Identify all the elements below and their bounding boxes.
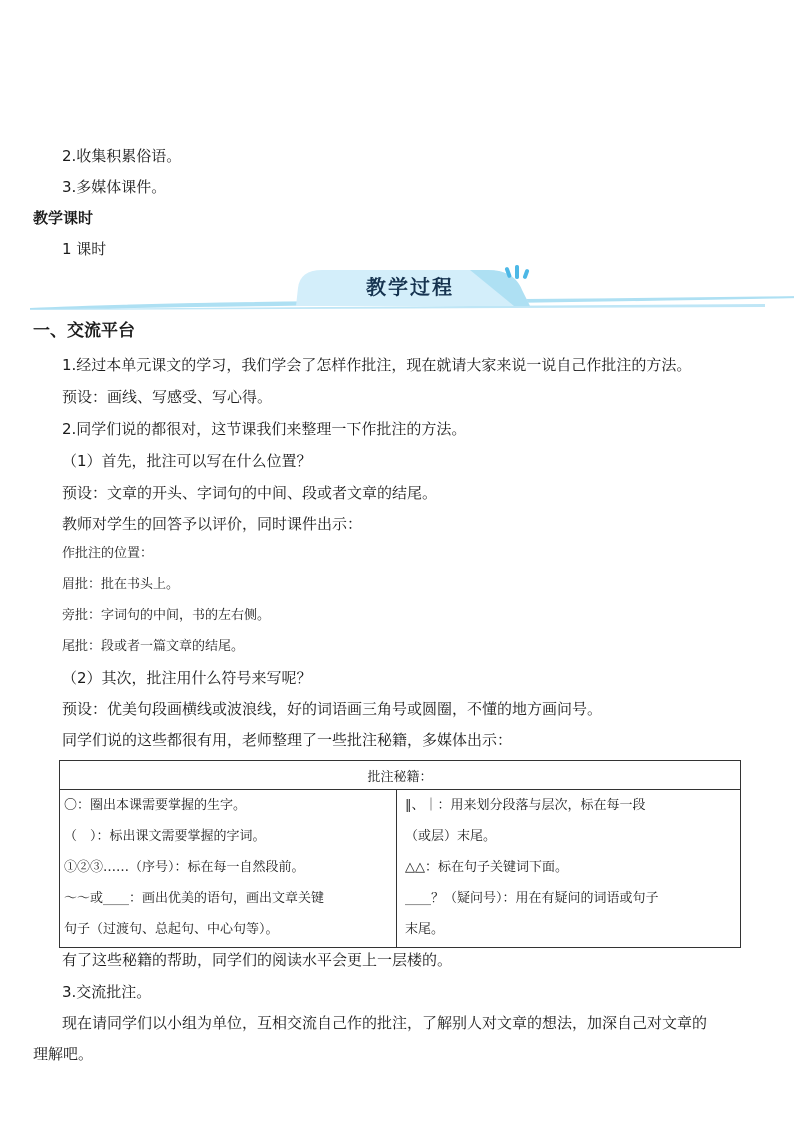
question-1: （1）首先，批注可以写在什么位置？ [62, 452, 312, 470]
paragraph-exchange: 现在请同学们以小组为单位，互相交流自己作的批注，了解别人对文章的想法，加深自己对文章的 [62, 1014, 708, 1032]
section-heading: 一、交流平台 [33, 321, 135, 341]
symbol-rule: △△：标在句子关键词下面。 [405, 860, 568, 875]
symbol-rule: 句子（过渡句、总起句、中心句等）。 [64, 922, 279, 937]
paragraph-2: 2.同学们说的都很对，这节课我们来整理一下作批注的方法。 [62, 420, 467, 438]
symbol-rule: ～～或____：画出优美的语句，画出文章关键 [64, 891, 325, 906]
courseware-line: 旁批：字词句的中间，书的左右侧。 [62, 608, 271, 623]
symbol-rule: （或层）末尾。 [405, 829, 497, 844]
symbol-rule: 末尾。 [405, 922, 445, 937]
table-header: 批注秘籍： [60, 761, 741, 790]
class-hours-heading: 教学课时 [33, 209, 94, 227]
paragraph-1: 1.经过本单元课文的学习，我们学会了怎样作批注，现在就请大家来说一说自己作批注的方法。 [62, 356, 692, 374]
annotation-table [59, 760, 741, 948]
symbol-rule: （ ）：标出课文需要掌握的字词。 [64, 829, 266, 844]
prep-item-2: 2.收集积累俗语。 [62, 147, 182, 165]
drop-accent-3 [522, 269, 529, 280]
paragraph-exchange-cont: 理解吧。 [33, 1045, 94, 1063]
courseware-line: 眉批：批在书头上。 [62, 577, 180, 592]
table-header-row [60, 761, 741, 790]
table-row [60, 790, 741, 948]
symbol-rule: ‖、｜：用来划分段落与层次，标在每一段 [405, 798, 646, 813]
answer-1: 预设：文章的开头、字词句的中间、段或者文章的结尾。 [62, 484, 438, 502]
prep-item-3: 3.多媒体课件。 [62, 178, 167, 196]
question-2: （2）其次，批注用什么符号来写呢？ [62, 669, 312, 687]
symbol-rule: ____？（疑问号）：用在有疑问的词语或句子 [405, 891, 659, 906]
table-right-cell [397, 790, 741, 948]
table-left-cell [60, 790, 397, 948]
paragraph-3-heading: 3.交流批注。 [62, 983, 152, 1001]
paragraph-after-table: 有了这些秘籍的帮助，同学们的阅读水平会更上一层楼的。 [62, 951, 453, 969]
courseware-line: 尾批：段或者一篇文章的结尾。 [62, 639, 245, 654]
paragraph-teacher: 教师对学生的回答予以评价，同时课件出示： [62, 515, 363, 533]
symbol-rule: ①②③……（序号）：标在每一自然段前。 [64, 860, 305, 875]
courseware-line: 作批注的位置： [62, 546, 154, 561]
paragraph-secrets: 同学们说的这些都很有用，老师整理了一些批注秘籍，多媒体出示： [62, 731, 513, 749]
answer-2: 预设：优美句段画横线或波浪线，好的词语画三角号或圆圈，不懂的地方画问号。 [62, 700, 603, 718]
class-hours-value: 1 课时 [62, 240, 107, 258]
banner-title: 教学过程 [366, 275, 454, 299]
paragraph-preset-1: 预设：画线、写感受、写心得。 [62, 388, 273, 406]
symbol-rule: 〇：圈出本课需要掌握的生字。 [64, 798, 247, 813]
